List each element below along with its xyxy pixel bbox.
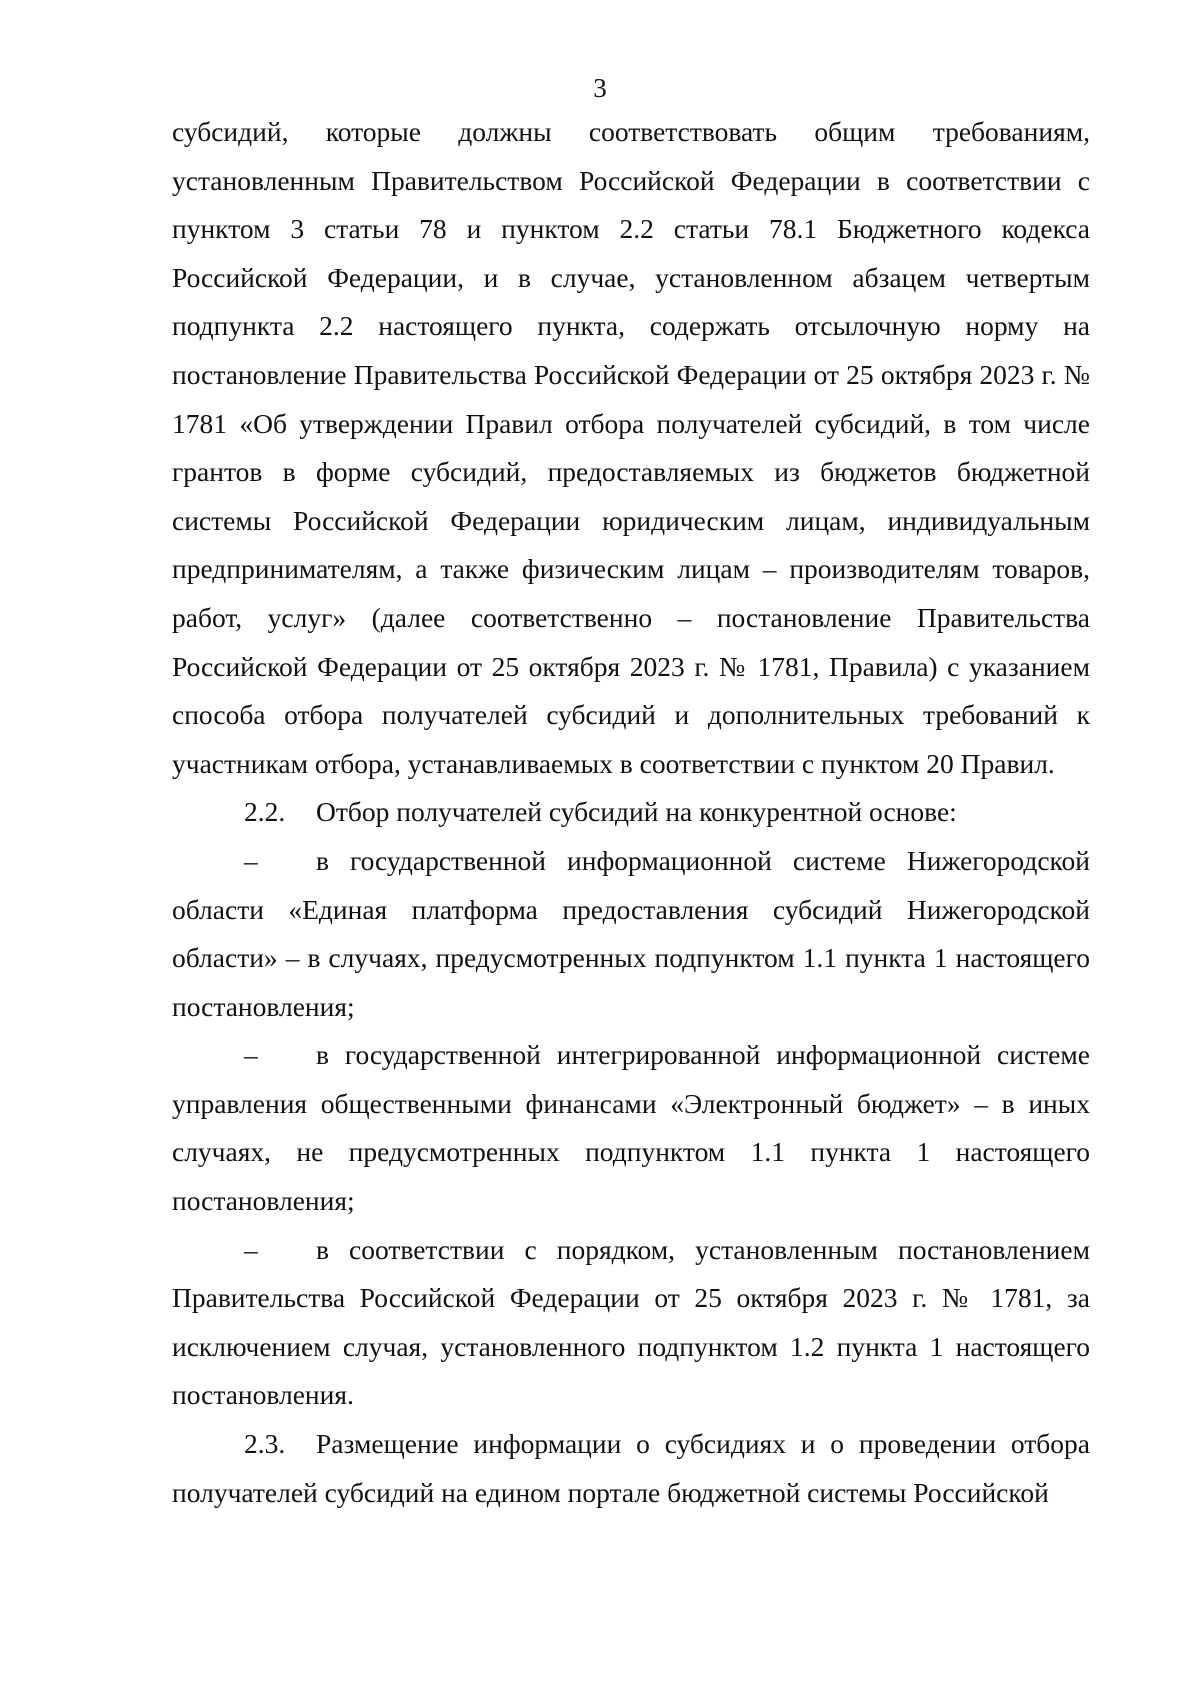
document-body	[172, 108, 1090, 1517]
list-item	[172, 837, 1090, 1031]
list-item	[172, 1031, 1090, 1225]
dash-marker: –	[244, 1233, 258, 1265]
subclause-text: Размещение информации о субсидиях и о проведении отбора получателей субсидий на едином портале бюджетной системы Российской	[172, 1428, 1090, 1508]
dash-marker: –	[244, 1039, 258, 1071]
list-item-text: в соответствии с порядком, установленным постановлением Правительства Российской Федерации от 25 октября 2023 г. № 1781, за исключением случая, установленного подпунктом 1.2 пункта 1 настоящего постановления.	[172, 1233, 1090, 1411]
dash-marker: –	[244, 844, 258, 876]
subclause-number: 2.2.	[244, 796, 286, 828]
subclause-number: 2.3.	[244, 1428, 286, 1460]
subclause-2-2	[172, 788, 1090, 837]
subclause-text: Отбор получателей субсидий на конкурентной основе:	[316, 796, 957, 828]
list-item	[172, 1226, 1090, 1420]
list-item-text: в государственной интегрированной информационной системе управления общественными финансами «Электронный бюджет» – в иных случаях, не предусмотренных подпунктом 1.1 пункта 1 настоящего постановления;	[172, 1039, 1090, 1217]
paragraph-continuation: субсидий, которые должны соответствовать общим требованиям, установленным Правительством Российской Федерации в соответствии с пунктом 3 статьи 78 и пунктом 2.2 статьи 78.1 Бюджетного кодекса Российской Федерации, и в случае, установленном абзацем четвертым подпункта 2.2 настоящего пункта, содержать отсылочную норму на постановление Правительства Российской Федерации от 25 октября 2023 г. № 1781 «Об утверждении Правил отбора получателей субсидий, в том числе грантов в форме субсидий, предоставляемых из бюджетов бюджетной системы Российской Федерации юридическим лицам, индивидуальным предпринимателям, а также физическим лицам – производителям товаров, работ, услуг» (далее соответственно – постановление Правительства Российской Федерации от 25 октября 2023 г. № 1781, Правила) с указанием способа отбора получателей субсидий и дополнительных требований к участникам отбора, устанавливаемых в соответствии с пунктом 20 Правил.	[172, 116, 1090, 779]
subclause-2-3	[172, 1420, 1090, 1517]
list-item-text: в государственной информационной системе Нижегородской области «Единая платформа предоставления субсидий Нижегородской области» – в случаях, предусмотренных подпунктом 1.1 пункта 1 настоящего постановления;	[172, 844, 1090, 1022]
page-number: 3	[593, 73, 607, 103]
